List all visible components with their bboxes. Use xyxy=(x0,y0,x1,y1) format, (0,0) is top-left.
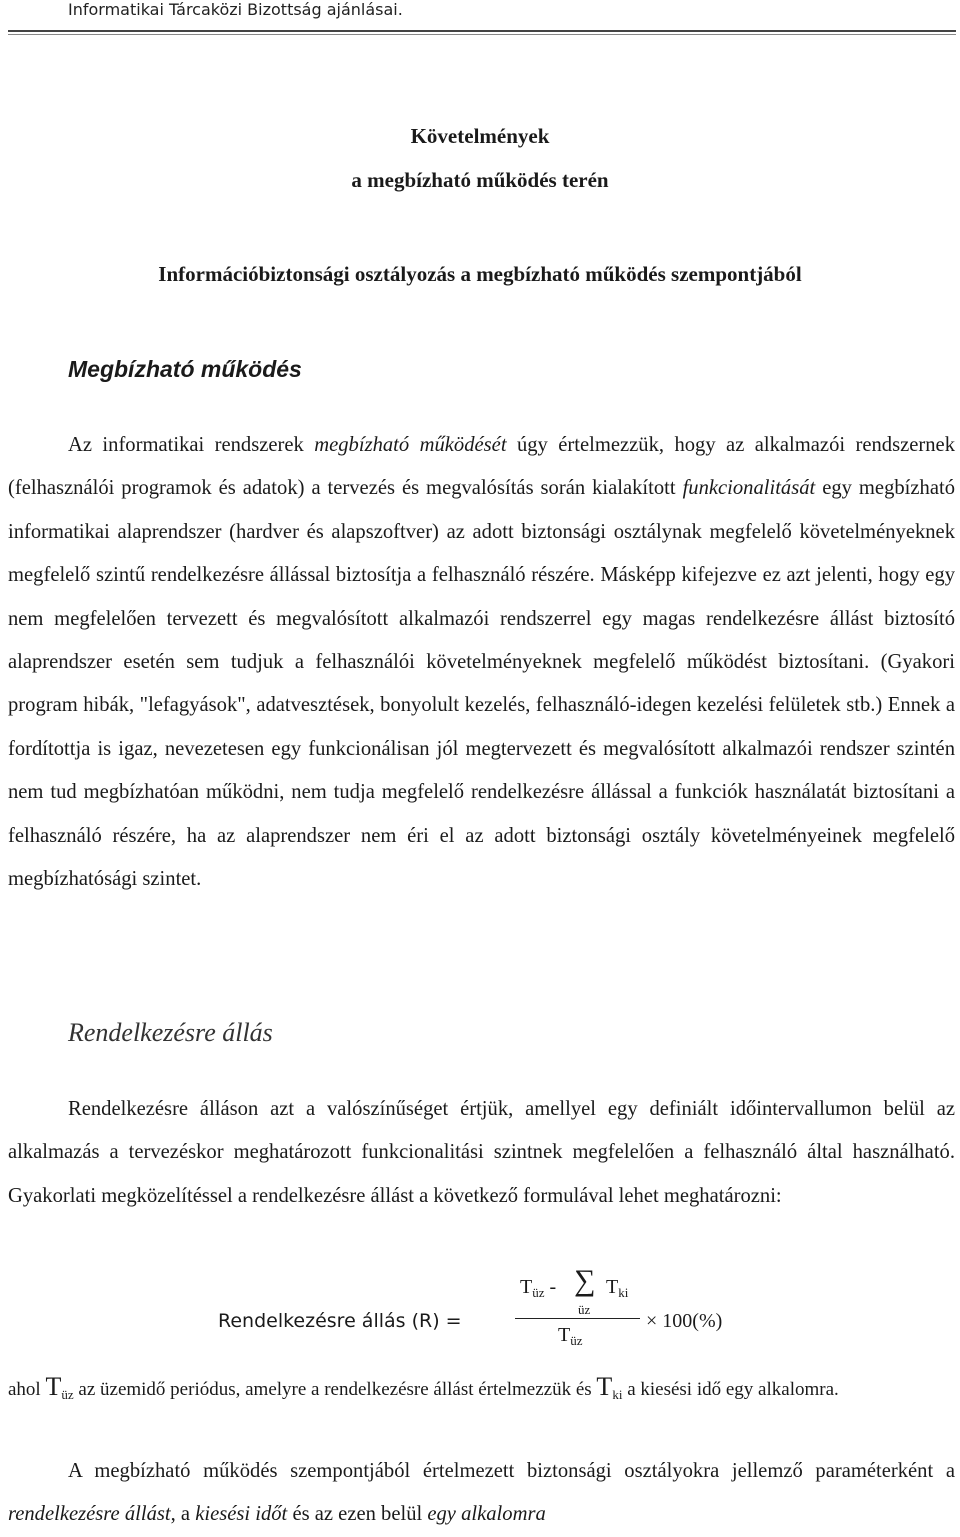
formula-lhs: Rendelkezésre állás (R) = xyxy=(218,1310,462,1332)
para-emphasis: funkcionalitását xyxy=(682,477,816,500)
formula-denominator: $T_{üz}$ xyxy=(558,1324,583,1348)
formula-explanation: ahol $T_{üz}$ az üzemidő periódus, amelyre a rendelkezésre állást értelmezzük és $T_{ki}$ a kiesési idő egy alkalomra. xyxy=(8,1372,839,1402)
para-text: Rendelkezésre álláson azt a valószínűséget értjük, amellyel egy definiált időintervallumon belül az alkalmazás a tervezéskor meghatározott funkcionalitási szintnek megfelelően a felhasználó által használható. Gyakorlati megközelítéssel a rendelkezésre állást a következő formulával lehet meghatározni: xyxy=(8,1098,955,1207)
formula-numerator: $T_{üz}$ - xyxy=(520,1276,557,1300)
para-text: egy megbízható informatikai alaprendszer (hardver és alapszoftver) az adott biztonsági osztálynak megfelelő követelményeknek megfelelő szintű rendelkezésre állással biztosítja a felhasználó részére. Másképp kifejezve ez azt jelenti, hogy egy nem megfelelően tervezett és megvalósított alkalmazói rendszerrel egy magas rendelkezésre állást biztosító alaprendszer esetén sem tudjuk a felhasználói követelményeknek megfelelő működést biztosítani. (Gyakori program hibák, "lefagyások", adatvesztések, bonyolult kezelés, felhasználó-idegen kezelési felületek stb.) Ennek a fordítottja is igaz, nevezetesen egy funkcionálisan jól megtervezett és megvalósított alkalmazói rendszer szintén nem tud megbízhatóan működni, nem tudja megfelelő rendelkezésre állással a funkciók használatát biztosítani a felhasználó részére, ha az alaprendszer nem éri el az adott biztonsági osztály követelményeinek megfelelő megbízhatósági szintet. xyxy=(8,477,955,891)
sigma-subscript: üz xyxy=(578,1302,591,1317)
paragraph-megbizhato-mukodes xyxy=(8,424,955,901)
section-heading-megbizhato: Megbízható működés xyxy=(68,356,302,382)
doc-title-line2: a megbízható működés terén xyxy=(351,168,609,192)
doc-subtitle: Információbiztonsági osztályozás a megbízható működés szempontjából xyxy=(158,262,802,286)
paragraph-rendelkezesre-allas xyxy=(8,1088,955,1218)
availability-formula xyxy=(218,1264,778,1368)
para-emphasis: megbízható működését xyxy=(314,434,507,456)
formula-multiplier: × 100(%) xyxy=(646,1310,723,1332)
paragraph-security-classes: A megbízható működés szempontjából értelmezett biztonsági osztályokra jellemző paraméterként a rendelkezésre állást, a kiesési időt és az ezen belül egy alkalomra xyxy=(8,1460,955,1526)
para-text: úgy értelmezzük, hogy az alkalmazói rendszernek (felhasználói programok és adatok) a tervezés és megvalósítás során kialakított xyxy=(8,434,955,500)
formula-t-ki: $T_{ki}$ xyxy=(606,1276,629,1300)
header-rule xyxy=(8,30,956,35)
fraction-bar xyxy=(515,1318,640,1319)
sigma-symbol: ∑ xyxy=(574,1264,596,1297)
running-header: Informatikai Tárcaközi Bizottság ajánlásai. xyxy=(68,0,403,19)
doc-title-line1: Követelmények xyxy=(410,124,550,148)
section-heading-rendelkezesre: Rendelkezésre állás xyxy=(68,1018,273,1047)
para-text: Az informatikai rendszerek xyxy=(68,434,315,456)
